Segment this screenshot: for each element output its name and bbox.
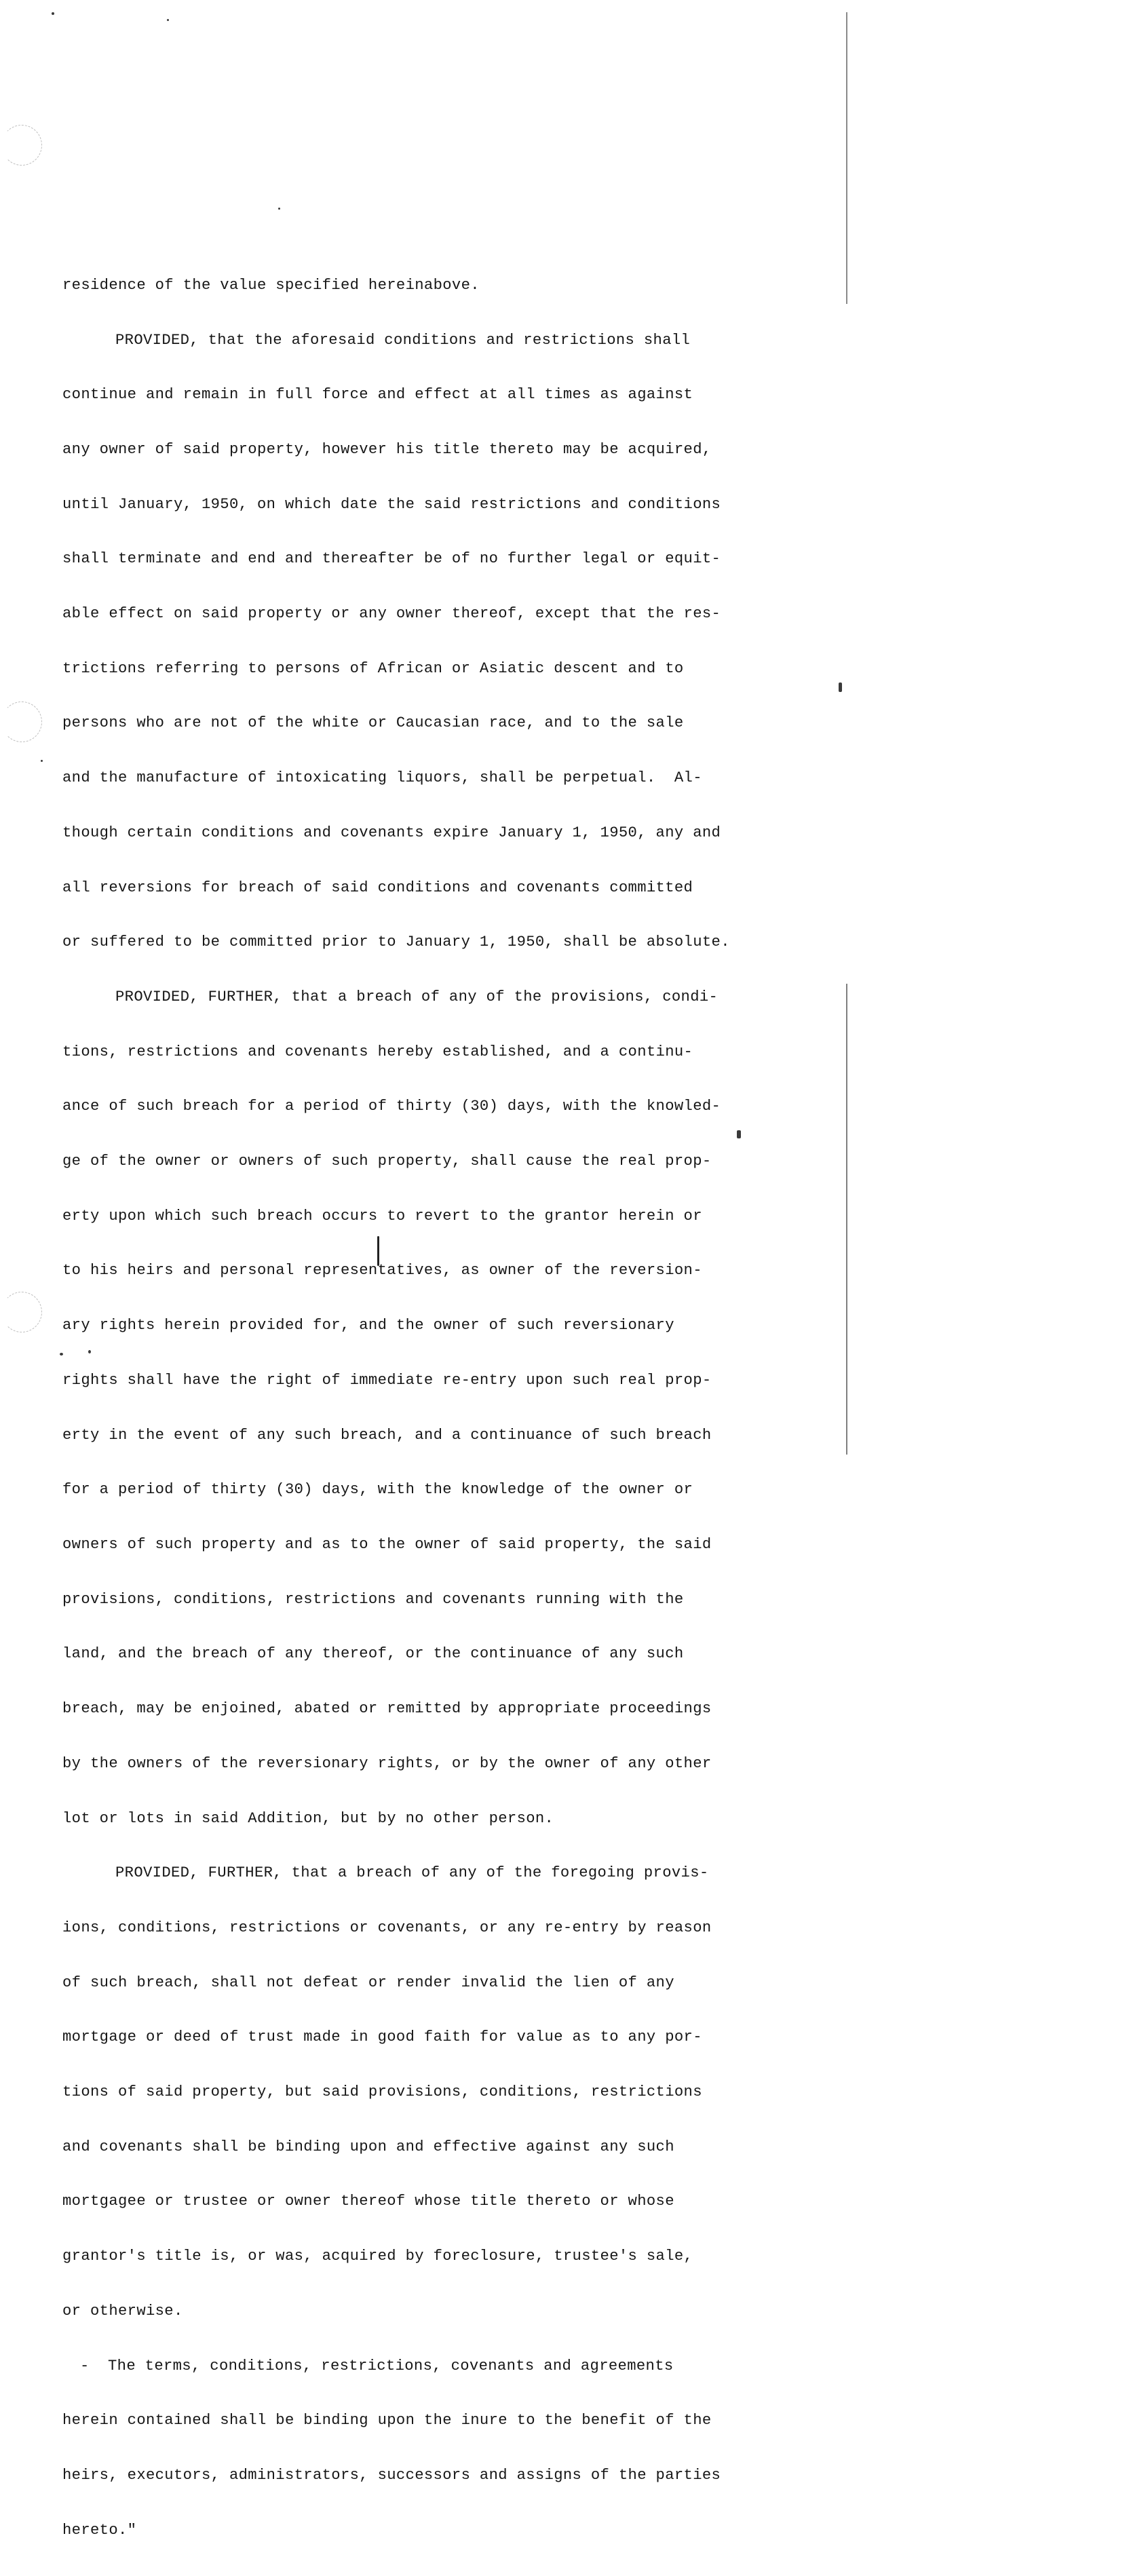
text-line: heirs, executors, administrators, successors and assigns of the parties [62,2466,721,2484]
text-line: mortgage or deed of trust made in good faith for value as to any por- [62,2029,702,2046]
text-line: any owner of said property, however his title thereto may be acquired, [62,440,712,458]
text-line: for a period of thirty (30) days, with the knowledge of the owner or [62,1481,693,1499]
punch-hole-middle [1,701,42,742]
text-line: until January, 1950, on which date the said restrictions and conditions [62,495,721,513]
text-line: tions, restrictions and covenants hereby established, and a continu- [62,1043,693,1060]
text-line: grantor's title is, or was, acquired by foreclosure, trustee's sale, [62,2248,693,2265]
text-line: by the owners of the reversionary rights, or by the owner of any other [62,1754,712,1772]
text-line: erty in the event of any such breach, and a continuance of such breach [62,1426,712,1444]
text-line: PROVIDED, FURTHER, that a breach of any of the provisions, condi- [115,988,719,1005]
scan-edge-line-top [846,12,847,304]
text-line: owners of such property and as to the owner of said property, the said [62,1535,712,1553]
text-line: ance of such breach for a period of thirty (30) days, with the knowled- [62,1098,721,1115]
text-line: ary rights herein provided for, and the owner of such reversionary [62,1317,674,1334]
text-line: PROVIDED, that the aforesaid conditions and restrictions shall [115,331,691,349]
text-line: lot or lots in said Addition, but by no other person. [62,1809,554,1827]
text-line: though certain conditions and covenants expire January 1, 1950, any and [62,824,721,841]
text-line: - The terms, conditions, restrictions, covenants and agreements [80,2357,674,2375]
text-line: rights shall have the right of immediate re-entry upon such real prop- [62,1371,712,1389]
text-line: tions of said property, but said provisions, conditions, restrictions [62,2083,702,2101]
deed-restriction-text [62,240,836,2576]
text-line: trictions referring to persons of African or Asiatic descent and to [62,659,684,677]
text-line: able effect on said property or any owner thereof, except that the res- [62,605,721,623]
text-line: residence of the value specified hereinabove. [62,276,480,294]
scan-speck [41,760,43,762]
text-line: breach, may be enjoined, abated or remitted by appropriate proceedings [62,1700,712,1718]
text-line: ions, conditions, restrictions or covenants, or any re-entry by reason [62,1919,712,1936]
scan-speck [278,208,280,210]
text-line: land, and the breach of any thereof, or the continuance of any such [62,1645,684,1663]
text-line: ge of the owner or owners of such property, shall cause the real prop- [62,1153,712,1170]
text-line: continue and remain in full force and effect at all times as against [62,386,693,404]
text-line: and the manufacture of intoxicating liquors, shall be perpetual. Al- [62,769,702,787]
punch-hole-bottom [1,1292,42,1332]
text-line: shall terminate and end and thereafter be of no further legal or equit- [62,550,721,568]
scan-speck [52,12,54,15]
text-line: or suffered to be committed prior to January 1, 1950, shall be absolute. [62,934,730,951]
scan-speck [167,19,169,21]
text-line: of such breach, shall not defeat or render invalid the lien of any [62,1974,674,1991]
text-line: persons who are not of the white or Caucasian race, and to the sale [62,714,684,732]
scan-speck [839,683,842,692]
text-line: all reversions for breach of said conditions and covenants committed [62,879,693,896]
scan-edge-line-bottom [846,984,847,1455]
text-line: provisions, conditions, restrictions and covenants running with the [62,1590,684,1608]
text-line: to his heirs and personal representatives, as owner of the reversion- [62,1262,702,1280]
text-line: hereto." [62,2521,137,2539]
text-line: mortgagee or trustee or owner thereof whose title thereto or whose [62,2193,674,2210]
text-line: erty upon which such breach occurs to revert to the grantor herein or [62,1207,702,1225]
text-line: and covenants shall be binding upon and effective against any such [62,2138,674,2155]
text-line: or otherwise. [62,2302,183,2320]
text-line: herein contained shall be binding upon the inure to the benefit of the [62,2412,712,2429]
punch-hole-top [1,125,42,166]
text-line: PROVIDED, FURTHER, that a breach of any of the foregoing provis- [115,1864,709,1882]
